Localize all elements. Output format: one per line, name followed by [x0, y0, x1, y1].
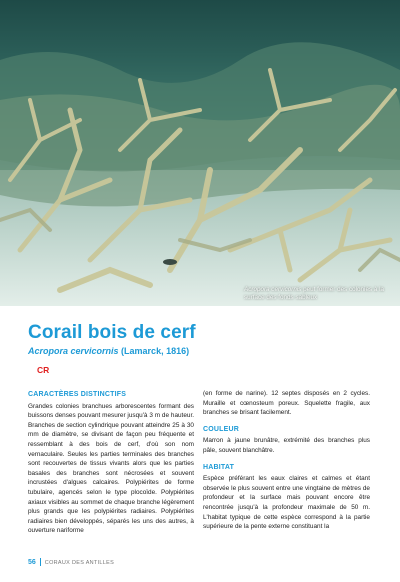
scientific-name [28, 346, 189, 356]
status-badge: CR [37, 365, 50, 375]
text-couleur: Marron à jaune brunâtre, extrémité des branches plus pâle, souvent blanchâtre. [203, 437, 370, 454]
text-habitat: Espèce préférant les eaux claires et calmes et étant observée le plus souvent entre une vingtaine de mètres de profondeur et la surface mais pouvant encore être rencontrée jusqu'à la profondeur maximale de 50 m. L'habitat typique de cette espèce correspond à la partie supérieure de la pente externe constituant la [203, 475, 370, 531]
photo-caption [244, 286, 394, 302]
page-title: Corail bois de cerf [28, 322, 196, 343]
caption-text: peut former des colonies à la surface des fonds sableux [244, 285, 385, 301]
latin-name: Acropora cervicornis [28, 346, 119, 356]
left-column [28, 390, 194, 536]
right-column [203, 389, 370, 532]
author-citation: (Lamarck, 1816) [118, 346, 190, 356]
footer-divider [40, 558, 41, 566]
text-caracteres: Grandes colonies branchues arborescentes formant des buissons denses pouvant mesurer jusqu'à 3 m de hauteur. Branches de section cylindrique pouvant atteindre 25 à 30 mm de diamètre, se divisant de façon peu fréquente et ressemblant à des bois de cerf, d'où son nom vernaculaire. Seules les parties terminales des branches sont recouvertes de tissus vivants alors que les parties basales des branches sont nécrosées et souvent incrustées d'algues calcaires. Polypiérites de forme tubulaire, agencés selon le type plocoïde. Polypiérites axiaux visibles au sommet de chaque branche légèrement plus grands que les polypiérites radiaires. Polypiérites radiaires bien développés, séparés les uns des autres, à ouverture nariforme [28, 402, 194, 535]
text-continued: (en forme de narine). 12 septes disposés en 2 cycles. Muraille et cœnosteum poreux. Squelette fragile, aux branches se brisant facilement. [203, 390, 370, 417]
page-number: 56 [28, 558, 36, 566]
book-title: CORAUX DES ANTILLES [44, 559, 115, 566]
heading-habitat: HABITAT [203, 463, 235, 471]
heading-couleur: COULEUR [203, 425, 240, 433]
heading-caracteres: CARACTÈRES DISTINCTIFS [28, 391, 127, 398]
page-footer [28, 558, 114, 566]
caption-species: Acropora cervicornis [244, 285, 302, 293]
